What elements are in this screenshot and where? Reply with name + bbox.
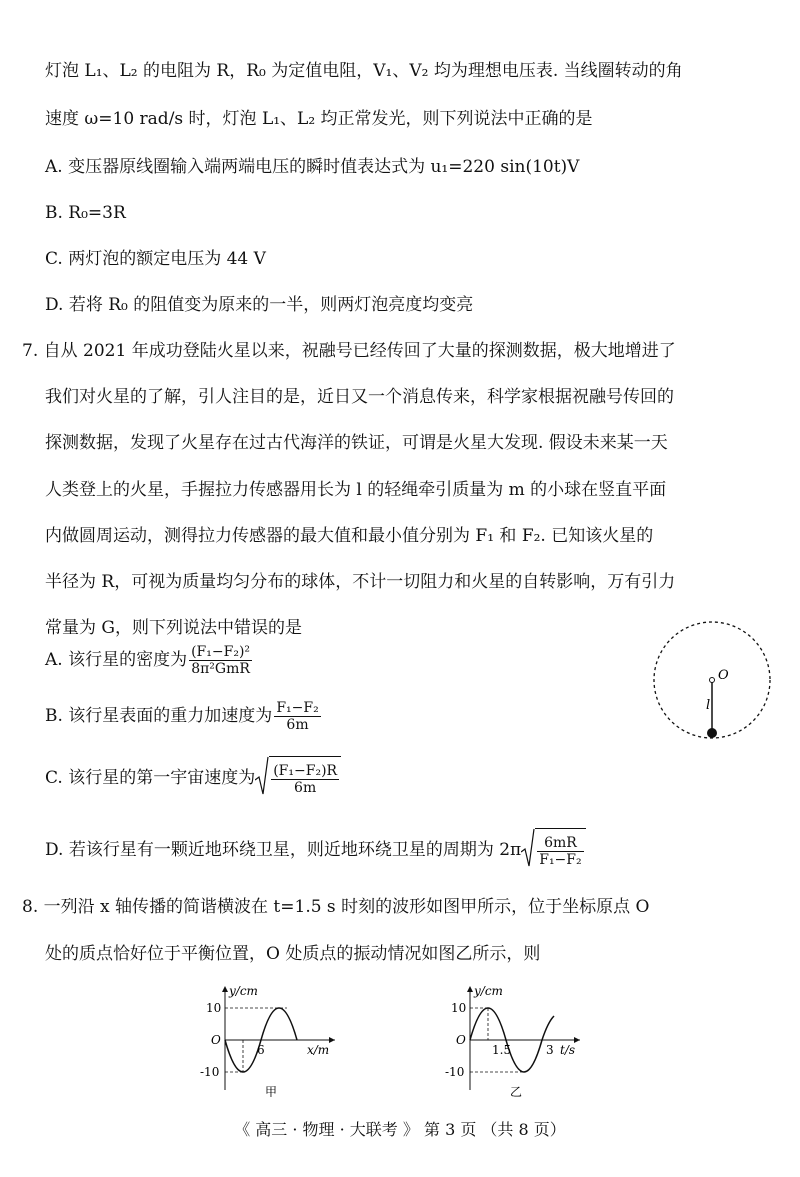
- q7-line-7: 常量为 G，则下列说法中错误的是: [45, 618, 302, 638]
- q7-line-1: 7. 自从 2021 年成功登陆火星以来，祝融号已经传回了大量的探测数据，极大地增进了: [22, 341, 676, 361]
- y-min-label: -10: [445, 1065, 465, 1079]
- center-label: O: [718, 668, 729, 683]
- q7-option-c-text: C. 该行星的第一宇宙速度为: [45, 768, 256, 788]
- q7-option-b-denominator: 6m: [286, 717, 309, 733]
- radical-sign-icon: [521, 828, 535, 868]
- q8-figure-b-vibration: [440, 982, 590, 1097]
- y-min-label: -10: [200, 1065, 220, 1079]
- q7-option-c-sqrt: [255, 756, 341, 801]
- y-axis-arrow-icon: [467, 986, 473, 992]
- ball: [707, 728, 717, 738]
- q7-line-3: 探测数据，发现了火星存在过古代海洋的铁证，可谓是火星大发现. 假设未来某一天: [45, 433, 668, 453]
- q6-line-1: 灯泡 L₁、L₂ 的电阻为 R，R₀ 为定值电阻，V₁、V₂ 均为理想电压表. 当线圈转动的角: [45, 61, 683, 81]
- center-point: [710, 678, 715, 683]
- q6-option-c: C. 两灯泡的额定电压为 44 V: [45, 249, 266, 269]
- q7-option-c-denominator: 6m: [294, 780, 317, 796]
- t-axis-label: t/s: [560, 1043, 576, 1057]
- y-max-label: 10: [451, 1001, 467, 1015]
- x-axis-arrow-icon: [329, 1037, 335, 1043]
- q7-option-b: [45, 696, 323, 736]
- figure-caption: 甲: [265, 1085, 278, 1097]
- t-tick-label-2: 3: [546, 1043, 554, 1057]
- q7-option-d-numerator: 6mR: [537, 835, 583, 852]
- figure-caption: 乙: [510, 1085, 523, 1097]
- q7-option-a-fraction: [189, 644, 252, 677]
- q7-line-5: 内做圆周运动，测得拉力传感器的最大值和最小值分别为 F₁ 和 F₂. 已知该火星的: [45, 526, 654, 546]
- q7-line-4: 人类登上的火星，手握拉力传感器用长为 l 的轻绳牵引质量为 m 的小球在竖直平面: [45, 480, 667, 500]
- y-axis-label: y/cm: [474, 984, 503, 998]
- t-tick-label-1: 1.5: [492, 1043, 512, 1057]
- y-axis-arrow-icon: [222, 986, 228, 992]
- q6-option-d: D. 若将 R₀ 的阻值变为原来的一半，则两灯泡亮度均变亮: [45, 295, 474, 315]
- page-footer: 《 高三 · 物理 · 大联考 》 第 3 页 （共 8 页）: [234, 1120, 566, 1139]
- q7-option-a-numerator: (F₁−F₂)²: [191, 644, 251, 660]
- q7-line-2: 我们对火星的了解，引人注目的是，近日又一个消息传来，科学家根据祝融号传回的: [45, 387, 674, 407]
- y-max-label: 10: [206, 1001, 222, 1015]
- q7-option-c-fraction: [271, 763, 339, 796]
- x-axis-label: x/m: [307, 1043, 330, 1057]
- radius-label: l: [706, 698, 711, 713]
- q7-option-d-fraction: [537, 835, 583, 868]
- q8-line-2: 处的质点恰好位于平衡位置，O 处质点的振动情况如图乙所示，则: [45, 944, 541, 964]
- q8-figure-a-wave: [195, 982, 345, 1097]
- q7-option-b-fraction: [274, 700, 320, 733]
- q6-option-b: B. R₀=3R: [45, 203, 126, 223]
- q7-option-b-text: B. 该行星表面的重力加速度为: [45, 706, 273, 726]
- origin-label: O: [211, 1033, 221, 1047]
- q7-option-d-sqrt: [521, 828, 585, 873]
- q7-option-a-text: A. 该行星的密度为: [45, 650, 188, 670]
- q7-circular-motion-figure: [650, 618, 780, 748]
- q7-option-d: [45, 828, 586, 873]
- y-axis-label: y/cm: [229, 984, 258, 998]
- q7-option-c-numerator: (F₁−F₂)R: [273, 763, 338, 779]
- q7-option-a-denominator: 8π²GmR: [191, 661, 250, 677]
- q7-option-d-text: D. 若该行星有一颗近地环绕卫星，则近地环绕卫星的周期为 2π: [45, 840, 522, 860]
- q7-option-d-denominator: F₁−F₂: [539, 852, 582, 868]
- q7-line-6: 半径为 R，可视为质量均匀分布的球体，不计一切阻力和火星的自转影响，万有引力: [45, 572, 676, 592]
- radical-sign-icon: [255, 756, 269, 796]
- q6-option-a: A. 变压器原线圈输入端两端电压的瞬时值表达式为 u₁=220 sin(10t)V: [45, 157, 580, 177]
- x-tick-label: 6: [257, 1043, 265, 1057]
- q7-option-c: [45, 756, 341, 801]
- q7-option-a: [45, 640, 254, 680]
- origin-label: O: [456, 1033, 466, 1047]
- q7-option-b-numerator: F₁−F₂: [276, 700, 319, 716]
- q6-line-2: 速度 ω=10 rad/s 时，灯泡 L₁、L₂ 均正常发光，则下列说法中正确的是: [45, 109, 593, 129]
- q8-line-1: 8. 一列沿 x 轴传播的简谐横波在 t=1.5 s 时刻的波形如图甲所示，位于坐标原点 O: [22, 897, 650, 917]
